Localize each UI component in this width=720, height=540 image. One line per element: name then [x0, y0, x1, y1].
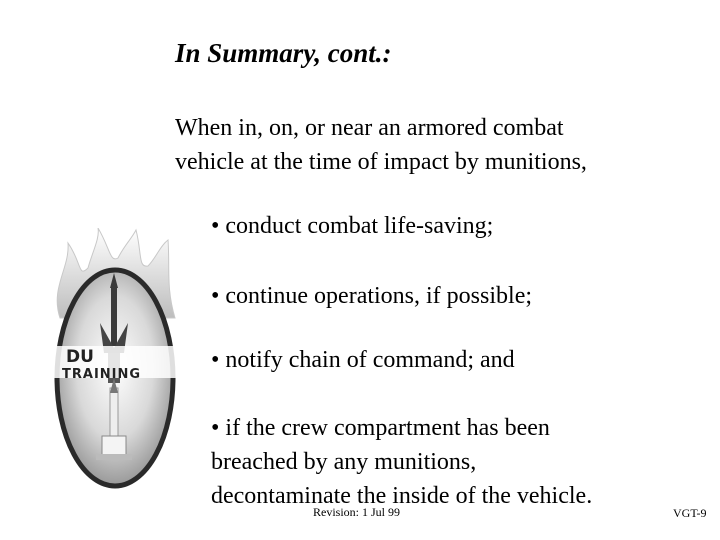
logo-training-text: TRAINING — [62, 367, 142, 382]
du-training-emblem-icon — [40, 228, 190, 498]
bullet-line: • notify chain of command; and — [211, 347, 515, 373]
bullet-line: breached by any munitions, — [211, 449, 477, 475]
bullet-line: decontaminate the inside of the vehicle. — [211, 483, 593, 509]
bullet-line: • continue operations, if possible; — [211, 283, 533, 309]
intro-paragraph — [175, 111, 675, 179]
bullet-item — [211, 411, 592, 513]
bullet-item — [211, 343, 515, 377]
bullet-line: • if the crew compartment has been — [211, 415, 550, 441]
footer-slide-id: VGT-9 — [673, 506, 707, 520]
slide-title: In Summary, cont.: — [175, 38, 392, 68]
logo-du-text: DU — [66, 347, 94, 367]
bullet-line: • conduct combat life-saving; — [211, 213, 494, 239]
bullet-item — [211, 209, 493, 243]
footer-revision: Revision: 1 Jul 99 — [313, 505, 401, 519]
intro-line: vehicle at the time of impact by munitions, — [175, 149, 587, 175]
bullet-item — [211, 279, 532, 313]
intro-line: When in, on, or near an armored combat — [175, 115, 564, 141]
